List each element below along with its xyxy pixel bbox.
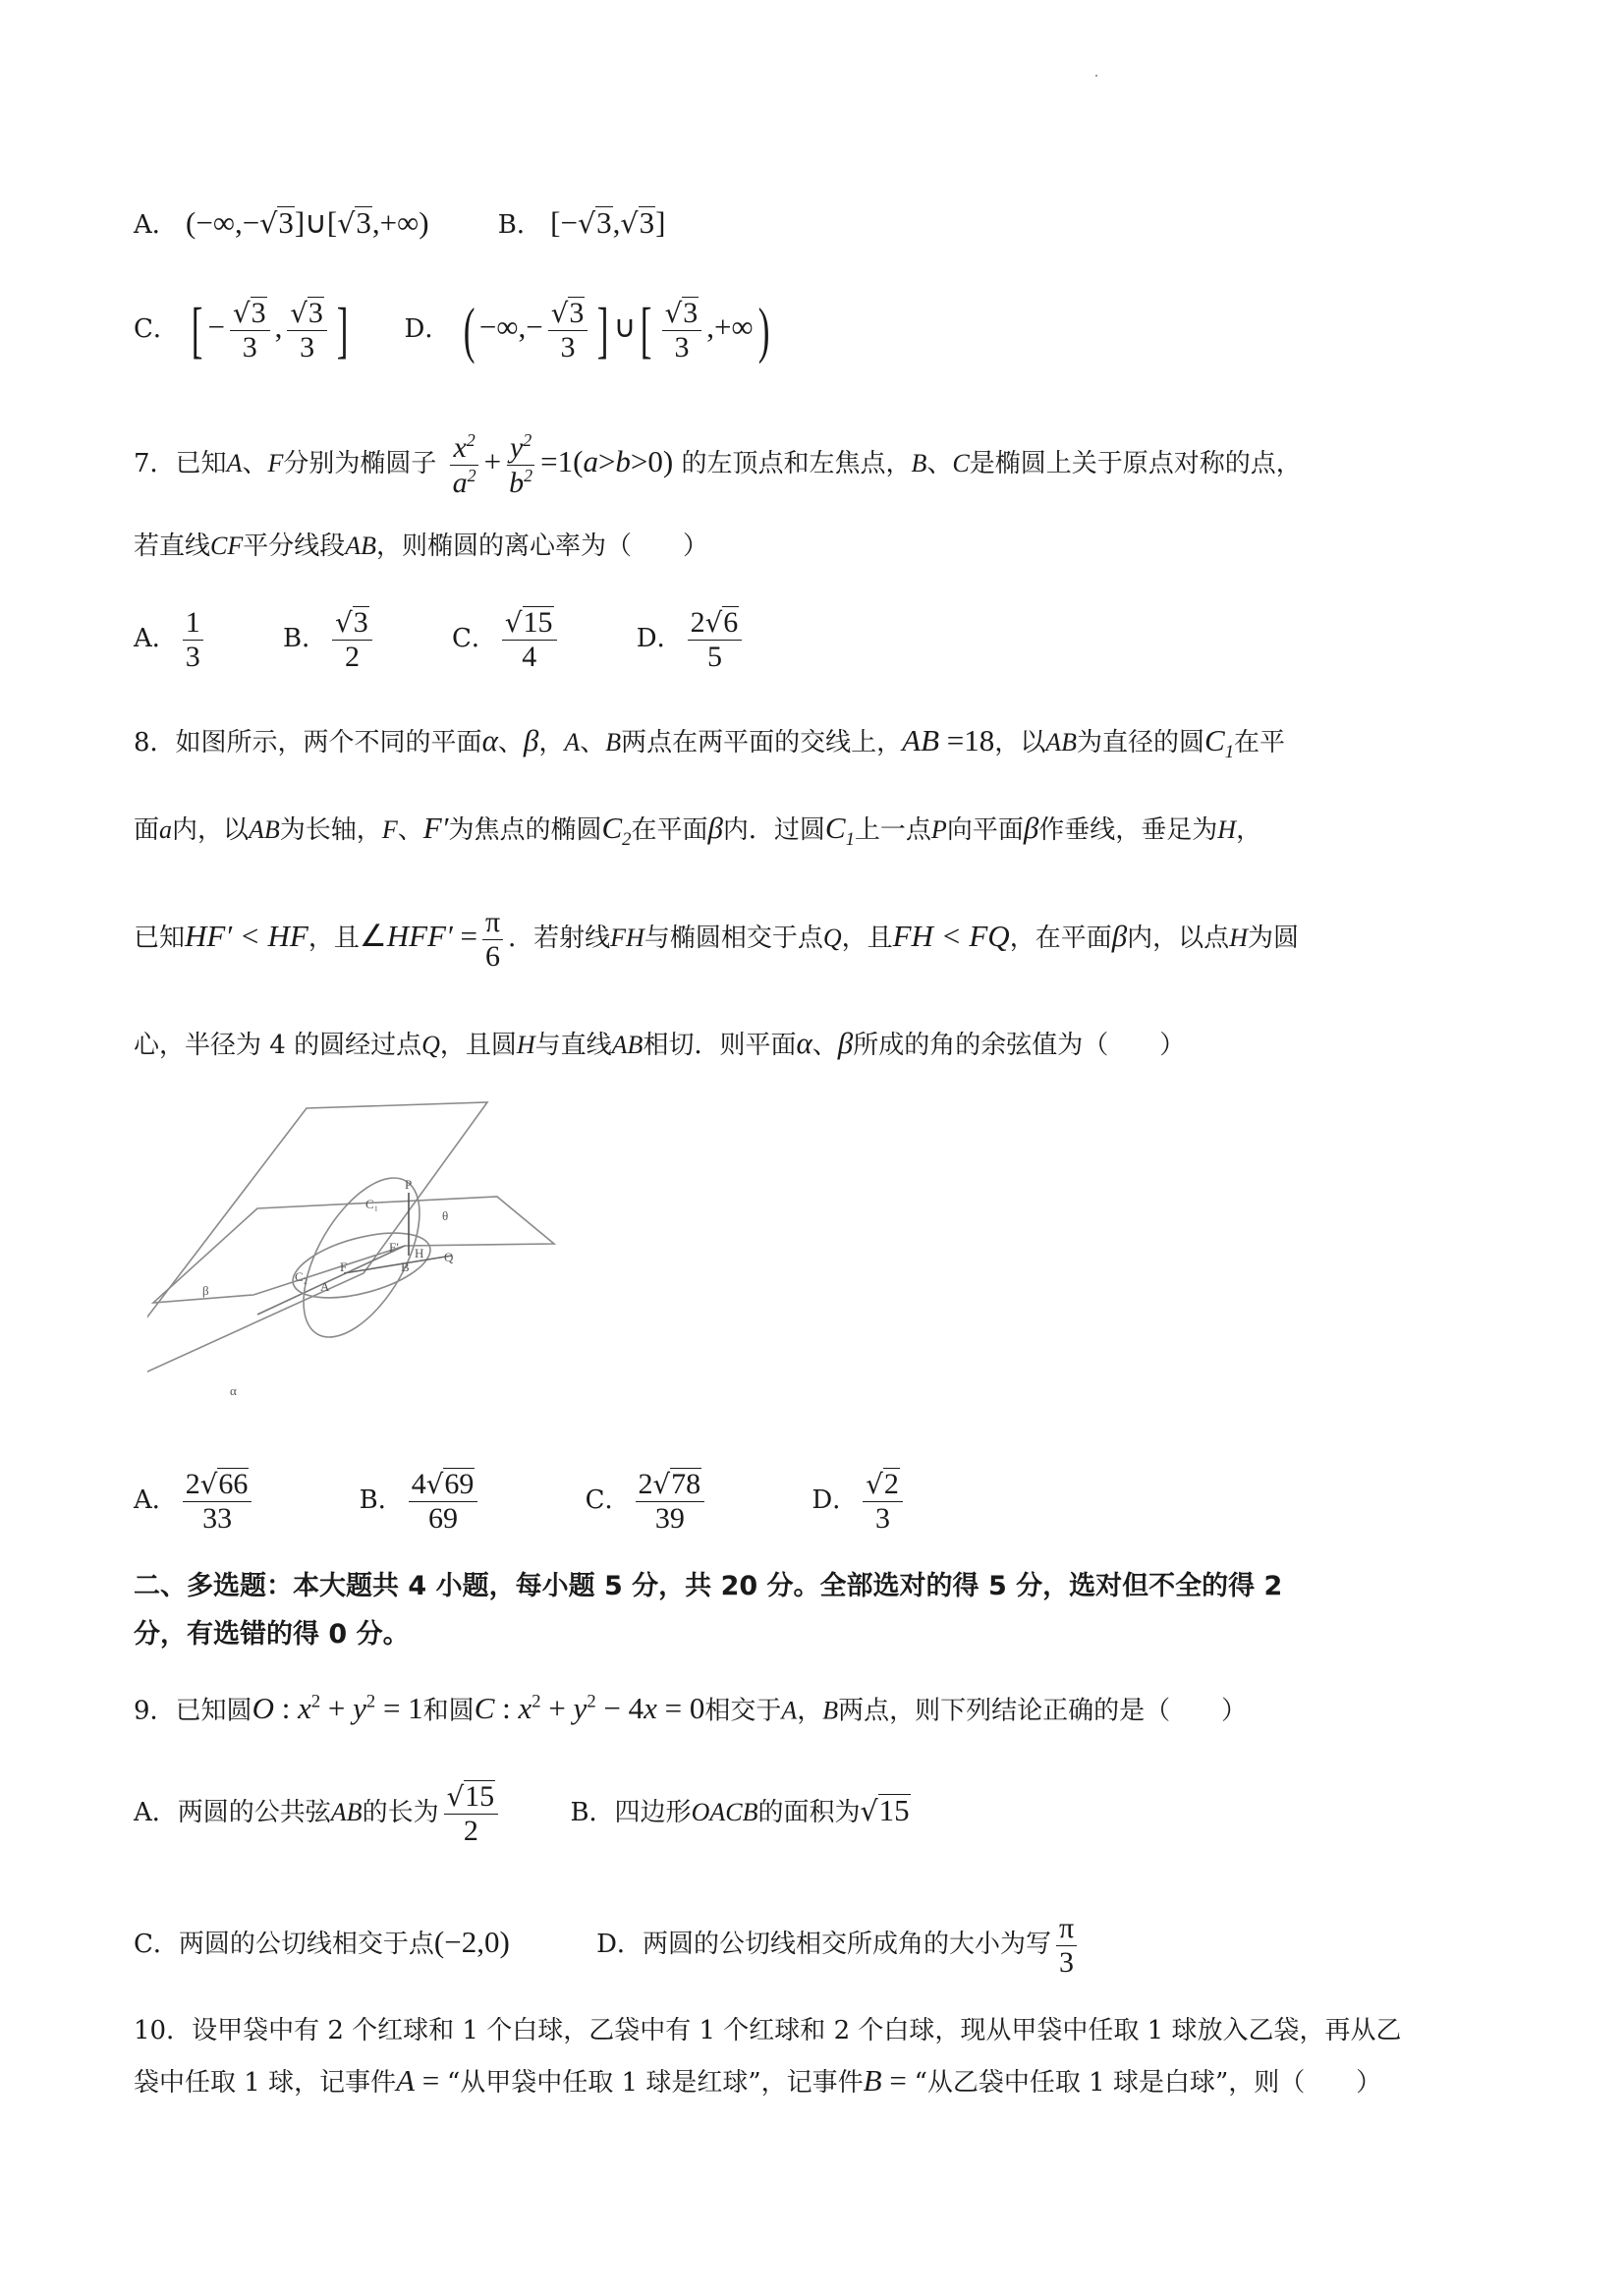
q6-option-a-math: (−∞,−√3]∪[√3,+∞)	[186, 205, 429, 240]
q8-angle-eq: ∠HFF′ =	[359, 919, 477, 953]
q8-text: 作垂线，垂足为	[1038, 815, 1218, 845]
q7-option-d-value: $\frac{2√6}{5}$	[688, 606, 743, 673]
q6-row-ab	[134, 203, 665, 245]
q8-text: 如图所示，两个不同的平面	[175, 728, 482, 757]
q8-text: 、	[812, 1031, 838, 1060]
q8-text: ，且	[308, 924, 360, 953]
q10-text: 袋中任取 1 球，记事件	[134, 2068, 397, 2098]
q8-text: 内，以	[172, 815, 250, 845]
label-c2: C₂	[295, 1269, 308, 1284]
q9-text: 和圆	[422, 1696, 475, 1726]
q8-inequality-2: FH < FQ	[892, 919, 1010, 953]
q7-option-c-label: C．	[452, 624, 497, 653]
q8-text: 所成的角的余弦值为（ ）	[853, 1031, 1186, 1060]
q8-inequality-1: HF′ < HF	[185, 919, 308, 953]
q8-var: Q	[822, 924, 842, 952]
q10-text: “从甲袋中任取 1 球是红球”，记事件	[447, 2068, 864, 2098]
q8-var: AB	[1045, 728, 1078, 756]
q8-option-c-value: $\frac{2√78}{39}$	[636, 1468, 705, 1535]
q7-var-f: F	[267, 449, 284, 477]
label-p: P	[405, 1177, 413, 1192]
q8-text: 内，以点	[1127, 924, 1230, 953]
q7-var-c: C	[952, 449, 970, 477]
q7-option-d-label: D．	[636, 624, 683, 653]
q8-text: ，	[1236, 815, 1262, 845]
q8-var: AB	[249, 815, 280, 844]
q7-option-b-value: $\frac{√3}{2}$	[332, 606, 372, 673]
q9-text: 已知圆	[175, 1696, 252, 1726]
q8-text: ．若射线	[508, 924, 611, 953]
q9-text: 两点，则下列结论正确的是（ ）	[838, 1696, 1248, 1726]
q8-line-2: 面a内，以AB为长轴，F、F′为焦点的椭圆$C_2$在平面β内．过圆$C_1$上一点P向平面β作垂线，垂足为H，	[134, 811, 1262, 851]
q9-option-d-text: 两圆的公切线相交所成角的大小为写	[642, 1930, 1051, 1959]
q7-line-2	[134, 527, 708, 566]
q6-option-b-math: [−√3,√3]	[550, 205, 666, 240]
q8-text: 、	[497, 728, 524, 757]
q8-line-1: 8．如图所示，两个不同的平面α、β，A、B两点在两平面的交线上，AB =18，以AB为直径的圆$C_1$在平	[134, 723, 1286, 763]
label-h: H	[415, 1246, 424, 1260]
q10-text: “从乙袋中任取 1 球是白球”，则（ ）	[914, 2068, 1382, 2098]
label-beta: β	[202, 1283, 209, 1298]
q7-option-a-label: A．	[134, 624, 178, 653]
q9-text: 相交于	[704, 1696, 782, 1726]
q7-var-ab: AB	[345, 532, 377, 560]
q9-option-a-text: 两圆的公共弦	[177, 1798, 331, 1827]
label-f: F	[340, 1260, 348, 1274]
q7-text: 已知	[175, 449, 227, 478]
q7-text: 、	[926, 449, 953, 478]
label-theta: θ	[442, 1208, 449, 1223]
q10-line-1	[134, 2011, 1401, 2050]
label-alpha: α	[230, 1383, 237, 1398]
q8-number: 8．	[134, 728, 176, 757]
q8-text: 为长轴，	[279, 815, 382, 845]
q8-var: A	[564, 728, 581, 756]
label-a: A	[320, 1279, 330, 1294]
q8-angle-value: $\frac{\pi}{6}$	[482, 906, 503, 973]
q9-row-cd	[134, 1898, 1082, 1988]
q8-text: ，	[538, 728, 565, 757]
q9-circle-c: C : $x^2 + y^2 - 4x = 0$	[474, 1691, 705, 1726]
q8-text: 上一点	[854, 815, 931, 845]
q8-var: F	[381, 815, 398, 844]
q8-text: ，且	[841, 924, 893, 953]
q8-text: 、	[397, 815, 423, 845]
q9-option-c-text: 两圆的公切线相交于点	[178, 1930, 434, 1959]
q6-row-cd	[134, 283, 774, 371]
q8-var: B	[605, 728, 622, 756]
q9-option-b-label: B．	[570, 1798, 615, 1827]
q8-text: 在平	[1234, 728, 1286, 757]
q9-option-c-label: C．	[134, 1930, 179, 1959]
q9-option-b-value: √15	[860, 1793, 910, 1827]
q6-option-c-label: C．	[134, 314, 179, 344]
q7-var-b: B	[911, 449, 927, 477]
q10-number: 10．	[134, 2016, 193, 2045]
q7-text: 平分线段	[243, 532, 346, 561]
q7-options	[134, 594, 747, 683]
q8-var: a	[159, 815, 173, 844]
label-b: B	[401, 1260, 410, 1274]
q8-text: 相切．则平面	[643, 1031, 797, 1060]
q8-ab-eq: AB =18	[902, 723, 995, 757]
q7-line-1	[134, 418, 1302, 508]
q8-text: ，在平面	[1009, 924, 1112, 953]
q8-option-d-label: D．	[812, 1485, 859, 1515]
q9-circle-o: O : $x^2 + y^2 = 1$	[252, 1691, 423, 1726]
q8-text: ，以	[994, 728, 1046, 757]
q8-text: 与椭圆相交于点	[644, 924, 823, 953]
label-q: Q	[444, 1250, 454, 1264]
q9-option-a-label: A．	[134, 1798, 178, 1827]
q7-option-a-value: $\frac{1}{3}$	[183, 606, 203, 673]
q8-text: 为圆	[1247, 924, 1299, 953]
ray-fh	[344, 1256, 452, 1273]
q8-option-a-label: A．	[134, 1485, 178, 1515]
q7-number: 7．	[134, 449, 176, 478]
q8-option-a-value: $\frac{2√66}{33}$	[183, 1468, 252, 1535]
page-dot	[1095, 75, 1097, 77]
label-f-prime: F′	[389, 1240, 400, 1255]
q8-text: 在平面	[631, 815, 708, 845]
q8-option-d-value: $\frac{√2}{3}$	[863, 1468, 903, 1535]
q8-var: Q	[421, 1031, 440, 1059]
q8-text: 为直径的圆	[1077, 728, 1205, 757]
q8-options	[134, 1456, 908, 1544]
q7-option-b-label: B．	[283, 624, 328, 653]
q9-option-b-text: 的面积为	[757, 1798, 861, 1827]
q10-line-2: 袋中任取 1 球，记事件A = “从甲袋中任取 1 球是红球”，记事件B = “从乙袋中任取 1 球是白球”，则（ ）	[134, 2063, 1382, 2098]
q8-text: 心，半径为 4 的圆经过点	[134, 1031, 422, 1060]
q8-line-3: 已知HF′ < HF，且∠HFF′ = $\frac{\pi}{6}$ ．若射线FH与椭圆相交于点Q，且FH < FQ，在平面β内，以点H为圆	[134, 905, 1299, 973]
q8-option-b-value: $\frac{4√69}{69}$	[409, 1468, 478, 1535]
q9-option-d-value: $\frac{\pi}{3}$	[1056, 1912, 1077, 1979]
q6-option-d-math: ( −∞,− $\frac{√3}{3}$ ] ∪[ $\frac{√3}{3}$ ,+∞)	[463, 295, 770, 364]
q10-text: 设甲袋中有 2 个红球和 1 个白球，乙袋中有 1 个红球和 2 个白球，现从甲袋中任取 1 球放入乙袋，再从乙	[192, 2016, 1402, 2045]
q8-var: FH	[610, 924, 644, 952]
q9-text: ，	[797, 1696, 823, 1726]
q8-text: 两点在两平面的交线上，	[621, 728, 903, 757]
q7-text: ，则椭圆的离心率为（ ）	[376, 532, 709, 561]
q9-option-a-var: AB	[330, 1798, 363, 1826]
q7-var-cf: CF	[210, 532, 244, 560]
q8-text: 已知	[134, 924, 186, 953]
q9-row-ab	[134, 1766, 911, 1857]
q7-text: 分别为椭圆子	[283, 449, 437, 478]
q6-option-a-label: A．	[134, 210, 178, 240]
q9-number: 9．	[134, 1696, 176, 1726]
q8-var: H	[516, 1031, 535, 1059]
q8-text: ，且圆	[439, 1031, 517, 1060]
q7-text: 、	[242, 449, 268, 478]
q8-var: H	[1229, 924, 1248, 952]
q9-var: B	[822, 1696, 839, 1725]
section-2-heading: 二、多选题：本大题共 4 小题，每小题 5 分，共 20 分。全部选对的得 5 分，选对但不全的得 2	[134, 1571, 1283, 1601]
q7-text: 是椭圆上关于原点对称的点，	[969, 449, 1302, 478]
q8-text: 为焦点的椭圆	[448, 815, 602, 845]
q8-var: H	[1217, 815, 1237, 844]
q8-option-b-label: B．	[359, 1485, 404, 1515]
q6-option-b-label: B．	[497, 210, 542, 240]
q9-option-a-text: 的长为	[362, 1798, 439, 1827]
q8-text: 内．过圆	[722, 815, 825, 845]
q9-option-b-var: OACB	[691, 1798, 758, 1826]
q8-option-c-label: C．	[585, 1485, 631, 1515]
q7-option-c-value: $\frac{√15}{4}$	[502, 606, 557, 673]
q6-option-c-math: [ − $\frac{√3}{3}$ , $\frac{√3}{3}$ ]	[191, 295, 349, 364]
q7-var-a: A	[226, 449, 243, 477]
q8-text: 面	[134, 815, 160, 845]
q8-text: 向平面	[946, 815, 1024, 845]
q9-var: A	[781, 1696, 798, 1725]
q8-text: 与直线	[534, 1031, 612, 1060]
q8-var: P	[930, 815, 947, 844]
q8-text: 、	[580, 728, 606, 757]
plane-beta-outline	[153, 1197, 554, 1303]
q9-option-a-value: $\frac{√15}{2}$	[444, 1780, 499, 1847]
q9-stem	[134, 1683, 1247, 1730]
section-2-heading-cont: 分，有选错的得 0 分。	[134, 1619, 410, 1650]
q7-ellipse-equation: $\frac{x^2}{a^2}$ + $\frac{y^2}{b^2}$ =1(a>b>0)	[445, 449, 674, 478]
planes-figure	[147, 1098, 560, 1413]
q7-text: 若直线	[134, 532, 211, 561]
label-c1: C₁	[365, 1197, 379, 1211]
q8-line-4: 心，半径为 4 的圆经过点Q，且圆H与直线AB相切．则平面α、β所成的角的余弦值为（ ）	[134, 1026, 1186, 1060]
q6-option-d-label: D．	[404, 314, 451, 344]
q8-var: AB	[611, 1031, 644, 1059]
q9-option-b-text: 四边形	[614, 1798, 692, 1827]
q9-option-d-label: D．	[596, 1930, 643, 1959]
q7-text: 的左顶点和左焦点，	[681, 449, 912, 478]
q9-option-c-point: (−2,0)	[433, 1925, 510, 1959]
